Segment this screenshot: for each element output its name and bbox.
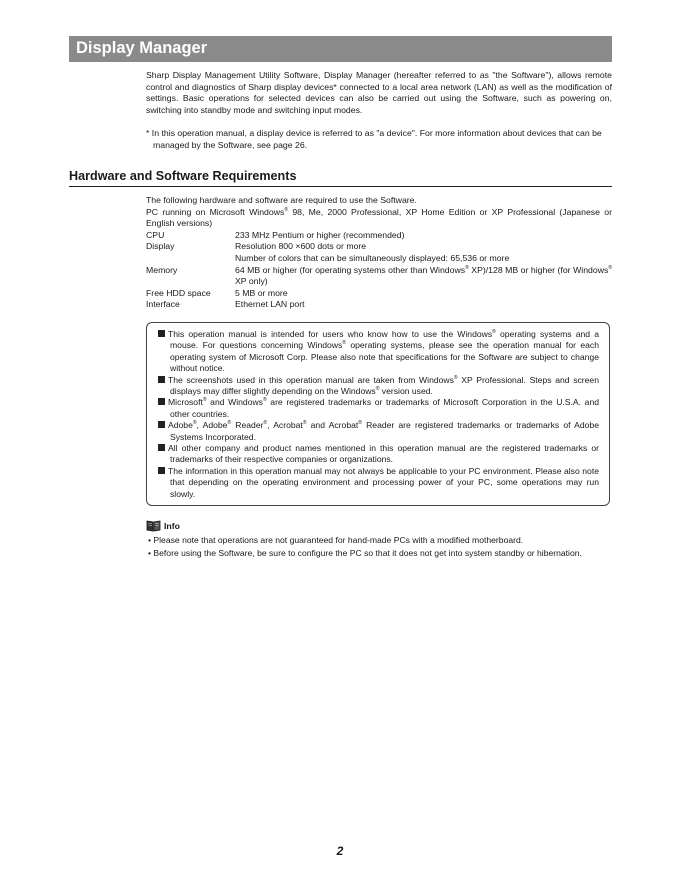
requirement-label: Interface [146,299,180,310]
requirements-heading: Hardware and Software Requirements [69,169,612,187]
section-title: Display Manager [76,39,208,57]
requirement-row-hdd [146,288,612,300]
requirements-lead: The following hardware and software are required to use the Software. [146,195,417,205]
notice-item: The screenshots used in this operation manual are taken from Windows® XP Professional. Steps and screen displays may differ slightly depending on the Windows® version used. [158,375,599,398]
notice-box [146,322,610,506]
square-bullet-icon [158,444,165,451]
square-bullet-icon [158,330,165,337]
requirement-row-memory [146,265,612,288]
info-item: • Please note that operations are not guaranteed for hand-made PCs with a modified motherboard. [148,535,524,545]
notice-item: All other company and product names mentioned in this operation manual are the registered trademarks or trademarks of their respective companies or organizations. [158,443,599,466]
info-heading-label: Info [164,521,180,531]
requirement-label: CPU [146,229,165,240]
requirement-row-display [146,241,612,264]
info-list [146,534,616,560]
info-heading [146,519,180,533]
requirement-label: Memory [146,264,178,275]
info-item: • Before using the Software, be sure to configure the PC so that it does not get into system standby or hibernation. [148,548,582,558]
notice-item: Microsoft® and Windows® are registered trademarks or trademarks of Microsoft Corporation in the U.S.A. and other countries. [158,397,599,420]
requirement-value: 233 MHz Pentium or higher (recommended) [235,229,405,240]
page-number: 2 [336,844,344,858]
intro-paragraph: Sharp Display Management Utility Software, Display Manager (hereafter referred to as "the Software"), allows remote control and diagnostics of Sharp display devices* connected to a local area network (LAN) as well as the modification of settings. Basic operations for selected devices can also be carried out using the Software, such as powering on, switching into standby mode and switching input modes. [146,70,612,115]
requirement-value: Ethernet LAN port [235,299,305,310]
requirement-row-cpu [146,230,612,242]
requirement-label: Free HDD space [146,287,211,298]
section-title-bar [69,36,612,62]
square-bullet-icon [158,467,165,474]
requirement-value: 5 MB or more [235,287,288,298]
requirements-pc: PC running on Microsoft Windows® 98, Me, 2000 Professional, XP Home Edition or XP Professional (Japanese or English versions) [146,206,612,229]
square-bullet-icon [158,398,165,405]
book-icon [146,520,161,532]
notice-item: This operation manual is intended for users who know how to use the Windows® operating systems and a mouse. For questions concerning Windows® operating systems, please see the operation manual for each operating system of Microsoft Corp. Please also note that specifications for the Software are subject to change without notice. [158,329,599,375]
registered-mark: ® [284,206,289,213]
square-bullet-icon [158,376,165,383]
notice-item: The information in this operation manual may not always be applicable to your PC environment. Please also note that depending on the operating environment and processing power of your PC, some operations may run slowly. [158,466,599,500]
notice-item: Adobe®, Adobe® Reader®, Acrobat® and Acrobat® Reader are registered trademarks or trademarks of Adobe Systems Incorporated. [158,420,599,443]
device-footnote: * In this operation manual, a display device is referred to as "a device". For more information about devices that can be managed by the Software, see page 26. [146,128,602,150]
requirements-block [146,195,612,311]
requirement-value: 64 MB or higher (for operating systems other than Windows® XP)/128 MB or higher (for Windows® XP only) [235,264,613,287]
square-bullet-icon [158,421,165,428]
requirement-label: Display [146,241,175,252]
requirement-value: Resolution 800 ×600 dots or more Number of colors that can be simultaneously displayed: 65,536 or more [235,241,510,263]
requirement-row-interface [146,299,612,311]
